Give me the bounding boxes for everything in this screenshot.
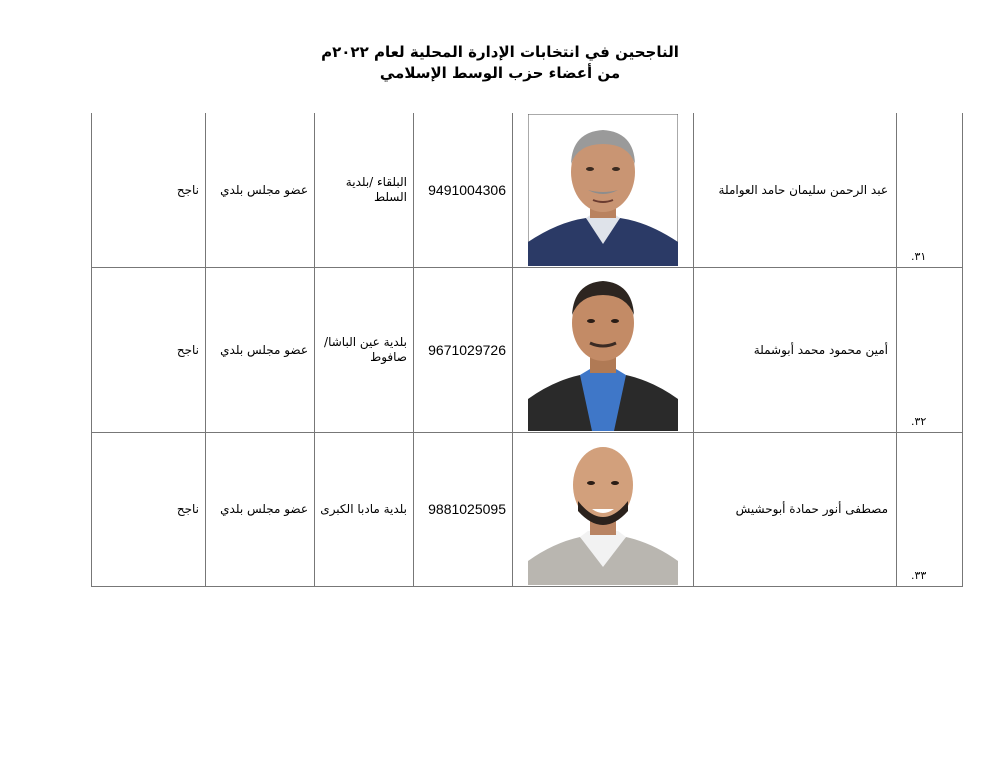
position-cell xyxy=(206,432,315,586)
row-number-cell xyxy=(897,432,963,586)
municipality-cell xyxy=(315,432,414,586)
status-cell xyxy=(92,113,206,267)
name-cell xyxy=(694,113,897,267)
candidate-name: عبد الرحمن سليمان حامد العواملة xyxy=(718,182,888,197)
table-row xyxy=(92,113,963,267)
title-line-2: من أعضاء حزب الوسط الإسلامي xyxy=(379,64,621,82)
name-cell xyxy=(694,267,897,432)
national-id: 9881025095 xyxy=(428,501,506,517)
row-number: ٣٣. xyxy=(911,568,927,582)
municipality-cell xyxy=(315,267,414,432)
candidate-name: أمين محمود محمد أبوشملة xyxy=(753,342,888,357)
portrait-photo xyxy=(528,114,678,266)
national-id: 9671029726 xyxy=(428,341,506,358)
status-cell xyxy=(92,432,206,586)
document-title xyxy=(0,42,1000,84)
national-id: 9491004306 xyxy=(428,181,506,198)
national-id-cell xyxy=(414,267,513,432)
name-cell xyxy=(694,432,897,586)
row-number: ٣١. xyxy=(911,249,927,263)
municipality-cell xyxy=(315,113,414,267)
portrait-photo xyxy=(528,433,678,585)
position: عضو مجلس بلدي xyxy=(220,182,308,197)
municipality: البلقاء /بلدية السلط xyxy=(345,174,407,204)
title-line-1: الناجحين في انتخابات الإدارة المحلية لعام ٢٠٢٢م xyxy=(321,43,679,61)
row-number: ٣٢. xyxy=(911,414,927,428)
status-cell xyxy=(92,267,206,432)
status: ناجح xyxy=(176,502,199,516)
row-number-cell xyxy=(897,113,963,267)
position: عضو مجلس بلدي xyxy=(220,342,308,357)
status: ناجح xyxy=(176,182,199,197)
position-cell xyxy=(206,113,315,267)
municipality: بلدية مادبا الكبرى xyxy=(320,501,407,516)
municipality: بلدية عين الباشا/ صافوط xyxy=(324,334,407,364)
photo-cell xyxy=(513,267,694,432)
row-number-cell xyxy=(897,267,963,432)
photo-cell xyxy=(513,432,694,586)
national-id-cell xyxy=(414,432,513,586)
table-row xyxy=(92,267,963,432)
table-row xyxy=(92,432,963,586)
results-table xyxy=(91,113,963,587)
position: عضو مجلس بلدي xyxy=(220,502,308,516)
position-cell xyxy=(206,267,315,432)
photo-cell xyxy=(513,113,694,267)
status: ناجح xyxy=(176,342,199,357)
national-id-cell xyxy=(414,113,513,267)
portrait-photo xyxy=(528,269,678,431)
candidate-name: مصطفى أنور حمادة أبوحشيش xyxy=(735,502,888,516)
